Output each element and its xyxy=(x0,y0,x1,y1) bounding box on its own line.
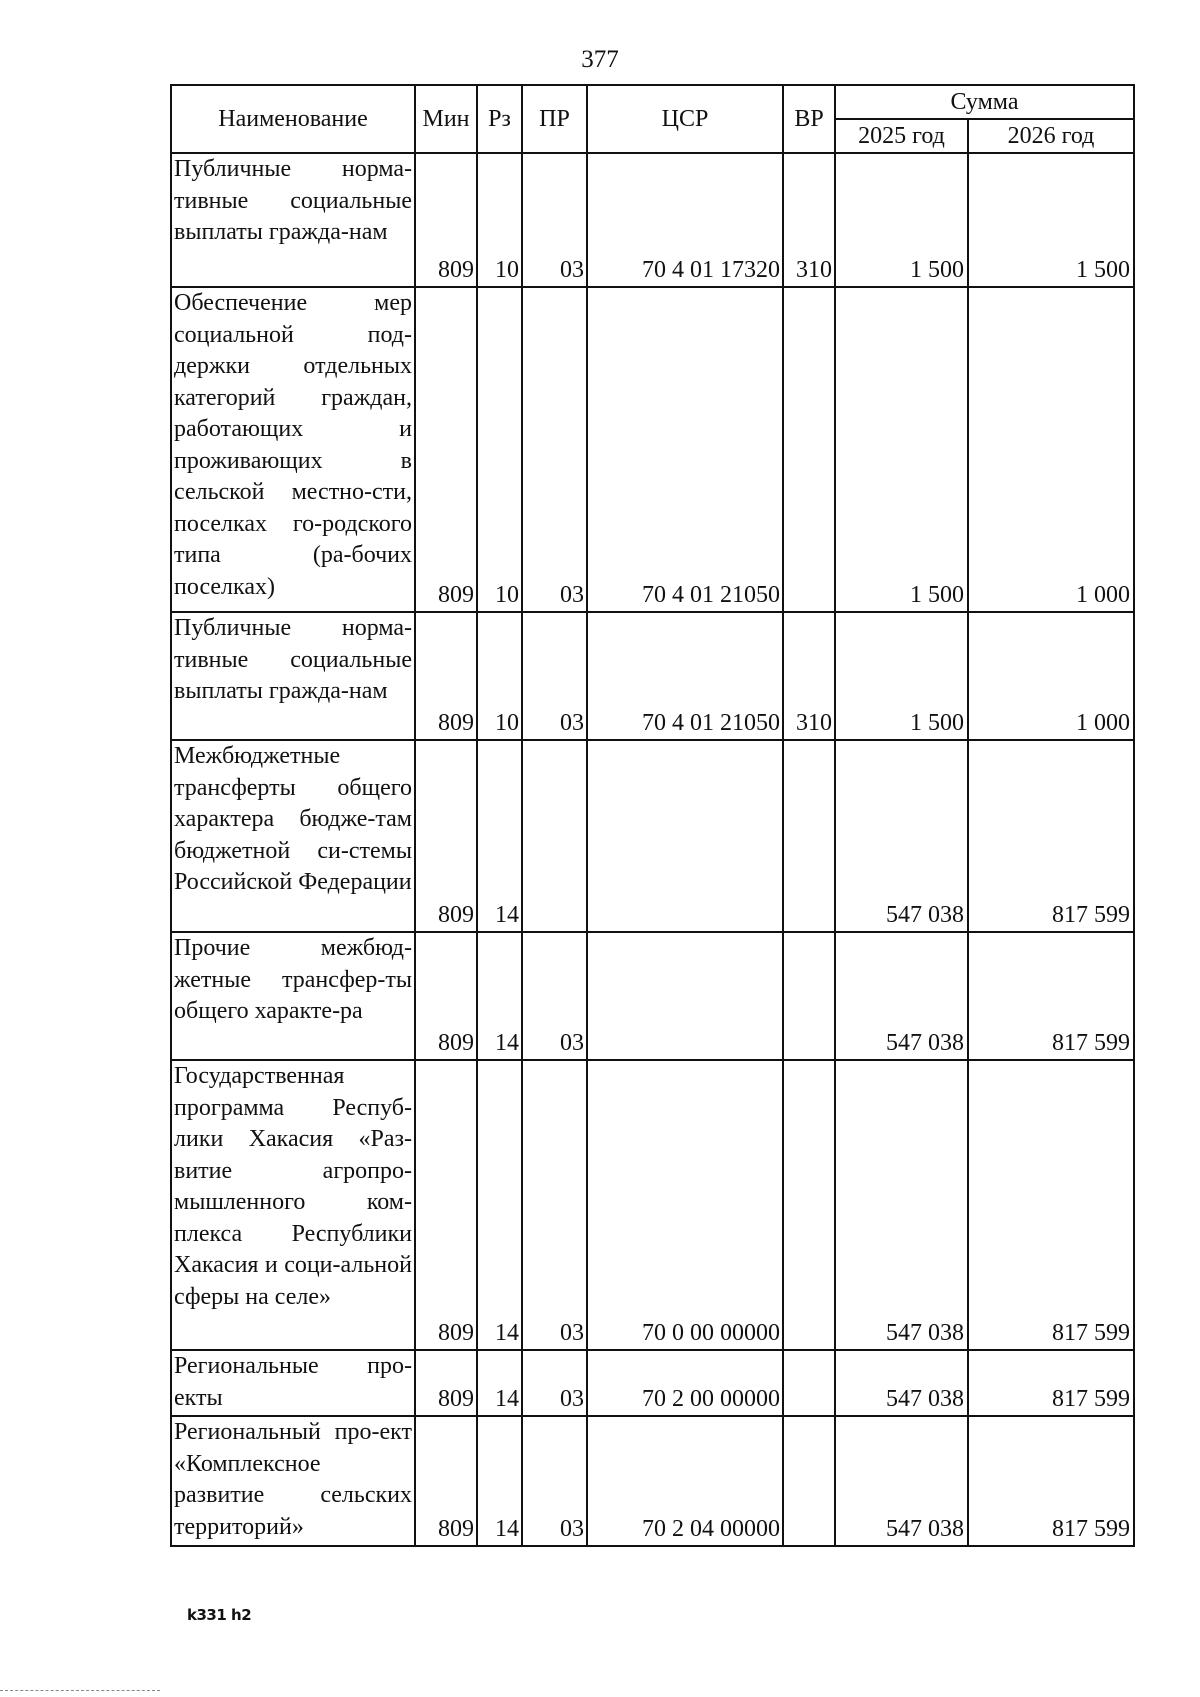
row-sum-2026: 817 599 xyxy=(968,740,1134,932)
row-min: 809 xyxy=(415,740,477,932)
row-csr: 70 4 01 17320 xyxy=(587,153,783,287)
row-pr: 03 xyxy=(522,153,587,287)
row-csr: 70 4 01 21050 xyxy=(587,612,783,740)
budget-table xyxy=(170,84,1135,1547)
table-row xyxy=(171,740,1134,932)
table-row xyxy=(171,1416,1134,1546)
row-name: Публичные норма-тивные социальные выплаты гражда-нам xyxy=(171,153,415,287)
row-vr: 310 xyxy=(783,153,835,287)
row-name: Прочие межбюд-жетные трансфер-ты общего характе-ра xyxy=(171,932,415,1060)
row-csr xyxy=(587,932,783,1060)
row-sum-2026: 817 599 xyxy=(968,1060,1134,1350)
row-pr: 03 xyxy=(522,1416,587,1546)
table-row xyxy=(171,1060,1134,1350)
table-row xyxy=(171,153,1134,287)
row-name: Региональные про-екты xyxy=(171,1350,415,1416)
header-year-2026: 2026 год xyxy=(968,119,1134,153)
row-vr xyxy=(783,287,835,612)
row-pr: 03 xyxy=(522,1060,587,1350)
header-row xyxy=(171,85,1134,119)
row-sum-2025: 547 038 xyxy=(835,932,968,1060)
row-vr: 310 xyxy=(783,612,835,740)
header-vr: ВР xyxy=(783,85,835,153)
row-csr: 70 4 01 21050 xyxy=(587,287,783,612)
table-row xyxy=(171,1350,1134,1416)
row-rz: 14 xyxy=(477,1350,522,1416)
row-sum-2026: 1 000 xyxy=(968,287,1134,612)
row-sum-2025: 1 500 xyxy=(835,153,968,287)
scan-edge-divider xyxy=(0,1690,160,1691)
row-csr: 70 2 00 00000 xyxy=(587,1350,783,1416)
row-vr xyxy=(783,932,835,1060)
row-sum-2025: 547 038 xyxy=(835,1060,968,1350)
page-number: 377 xyxy=(581,46,619,73)
table-row xyxy=(171,287,1134,612)
row-pr: 03 xyxy=(522,1350,587,1416)
document-code: k331 h2 xyxy=(187,1606,252,1624)
row-rz: 10 xyxy=(477,153,522,287)
row-rz: 10 xyxy=(477,612,522,740)
row-name: Государственная программа Респуб-лики Хакасия «Раз-витие агропро-мышленного ком-плекса Республики Хакасия и соци-альной сферы на селе» xyxy=(171,1060,415,1350)
row-name: Межбюджетные трансферты общего характера бюдже-там бюджетной си-стемы Российской Федерации xyxy=(171,740,415,932)
header-rz: Рз xyxy=(477,85,522,153)
header-csr: ЦСР xyxy=(587,85,783,153)
header-pr: ПР xyxy=(522,85,587,153)
row-min: 809 xyxy=(415,287,477,612)
row-vr xyxy=(783,740,835,932)
row-pr xyxy=(522,740,587,932)
row-sum-2025: 547 038 xyxy=(835,1350,968,1416)
row-sum-2025: 1 500 xyxy=(835,612,968,740)
row-min: 809 xyxy=(415,612,477,740)
header-name: Наименование xyxy=(171,85,415,153)
row-vr xyxy=(783,1060,835,1350)
row-pr: 03 xyxy=(522,287,587,612)
row-rz: 14 xyxy=(477,1416,522,1546)
row-rz: 14 xyxy=(477,1060,522,1350)
row-sum-2026: 817 599 xyxy=(968,1350,1134,1416)
table-row xyxy=(171,932,1134,1060)
row-name: Региональный про-ект «Комплексное развитие сельских территорий» xyxy=(171,1416,415,1546)
row-rz: 14 xyxy=(477,740,522,932)
row-sum-2026: 817 599 xyxy=(968,932,1134,1060)
header-year-2025: 2025 год xyxy=(835,119,968,153)
table-row xyxy=(171,612,1134,740)
row-sum-2026: 817 599 xyxy=(968,1416,1134,1546)
row-rz: 10 xyxy=(477,287,522,612)
row-sum-2026: 1 000 xyxy=(968,612,1134,740)
row-rz: 14 xyxy=(477,932,522,1060)
row-sum-2025: 547 038 xyxy=(835,1416,968,1546)
row-pr: 03 xyxy=(522,612,587,740)
row-min: 809 xyxy=(415,932,477,1060)
header-sum: Сумма xyxy=(835,85,1134,119)
row-name: Обеспечение мер социальной под-держки отдельных категорий граждан, работающих и проживающих в сельской местно-сти, поселках го-родского типа (ра-бочих поселках) xyxy=(171,287,415,612)
row-csr xyxy=(587,740,783,932)
row-vr xyxy=(783,1416,835,1546)
row-min: 809 xyxy=(415,1416,477,1546)
row-vr xyxy=(783,1350,835,1416)
row-csr: 70 0 00 00000 xyxy=(587,1060,783,1350)
row-csr: 70 2 04 00000 xyxy=(587,1416,783,1546)
row-sum-2026: 1 500 xyxy=(968,153,1134,287)
row-min: 809 xyxy=(415,153,477,287)
row-min: 809 xyxy=(415,1060,477,1350)
row-pr: 03 xyxy=(522,932,587,1060)
row-min: 809 xyxy=(415,1350,477,1416)
header-min: Мин xyxy=(415,85,477,153)
row-sum-2025: 547 038 xyxy=(835,740,968,932)
row-name: Публичные норма-тивные социальные выплаты гражда-нам xyxy=(171,612,415,740)
row-sum-2025: 1 500 xyxy=(835,287,968,612)
